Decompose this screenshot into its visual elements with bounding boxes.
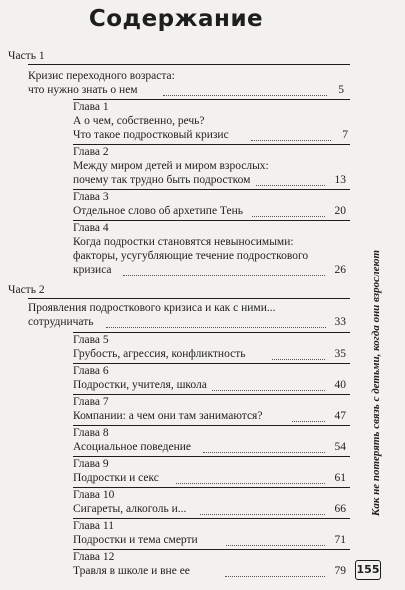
chapter-title-line: Когда подростки становятся невыносимыми: [73, 236, 294, 248]
divider [73, 487, 350, 488]
page-ref: 20 [334, 205, 346, 217]
running-title [361, 210, 391, 555]
chapter-label: Глава 6 [73, 365, 109, 377]
page-ref: 7 [342, 129, 348, 141]
leader-dots [251, 140, 331, 141]
chapter-title-line: Между миром детей и миром взрослых: [73, 160, 269, 172]
chapter-label: Глава 11 [73, 520, 114, 532]
chapter-label: Глава 12 [73, 551, 115, 563]
part-title-line: сотрудничать [28, 316, 94, 328]
divider [73, 189, 350, 190]
chapter-title-line: почему так трудно быть подростком [73, 174, 251, 186]
leader-dots [163, 95, 327, 96]
part-title-line: Проявления подросткового кризиса и как с ними... [28, 302, 276, 314]
page-ref: 35 [334, 348, 346, 360]
divider [73, 363, 350, 364]
chapter-title-line: Асоциальное поведение [73, 441, 191, 453]
leader-dots [123, 275, 325, 276]
chapter-title-line: Компании: а чем они там занимаются? [73, 410, 263, 422]
part-title-line: Кризис переходного возраста: [28, 70, 175, 82]
part-label: Часть 1 [8, 50, 45, 62]
chapter-title-line: Отдельное слово об архетипе Тень [73, 205, 244, 217]
page-ref: 71 [334, 534, 346, 546]
leader-dots [256, 185, 325, 186]
chapter-title-line: Травля в школе и вне ее [73, 565, 190, 577]
part-title-line: что нужно знать о нем [28, 84, 138, 96]
chapter-label: Глава 9 [73, 458, 109, 470]
divider [73, 456, 350, 457]
chapter-label: Глава 8 [73, 427, 109, 439]
divider [73, 99, 350, 100]
page-ref: 13 [334, 174, 346, 186]
chapter-title-line: А о чем, собственно, речь? [73, 115, 205, 127]
chapter-title-line: кризиса [73, 264, 112, 276]
chapter-title-line: Подростки и тема смерти [73, 534, 198, 546]
divider [28, 298, 350, 299]
page-ref: 54 [334, 441, 346, 453]
leader-dots [272, 359, 325, 360]
leader-dots [212, 390, 325, 391]
page-number: 155 [355, 560, 381, 580]
divider [73, 518, 350, 519]
page-ref: 40 [334, 379, 346, 391]
page-ref: 33 [334, 316, 346, 328]
page-ref: 79 [334, 565, 346, 577]
leader-dots [200, 514, 325, 515]
page-ref: 5 [338, 84, 344, 96]
leader-dots [252, 216, 325, 217]
leader-dots [226, 545, 325, 546]
leader-dots [176, 483, 325, 484]
chapter-label: Глава 1 [73, 101, 109, 113]
chapter-title-line: Подростки и секс [73, 472, 159, 484]
divider [73, 332, 350, 333]
divider [73, 549, 350, 550]
divider [73, 220, 350, 221]
chapter-label: Глава 4 [73, 222, 109, 234]
leader-dots [203, 452, 325, 453]
page-ref: 47 [334, 410, 346, 422]
chapter-label: Глава 7 [73, 396, 109, 408]
chapter-label: Глава 10 [73, 489, 115, 501]
leader-dots [106, 327, 326, 328]
chapter-title-line: Что такое подростковый кризис [73, 129, 229, 141]
part-label: Часть 2 [8, 284, 45, 296]
leader-dots [225, 576, 325, 577]
chapter-title-line: Подростки, учителя, школа [73, 379, 207, 391]
chapter-label: Глава 2 [73, 146, 109, 158]
page-ref: 26 [334, 264, 346, 276]
chapter-label: Глава 3 [73, 191, 109, 203]
divider [73, 144, 350, 145]
page-ref: 61 [334, 472, 346, 484]
chapter-title-line: факторы, усугубляющие течение подросткового [73, 250, 309, 262]
divider [28, 64, 350, 65]
chapter-label: Глава 5 [73, 334, 109, 346]
chapter-title-line: Сигареты, алкоголь и... [73, 503, 187, 515]
divider [73, 394, 350, 395]
page-ref: 66 [334, 503, 346, 515]
divider [73, 425, 350, 426]
leader-dots [292, 421, 325, 422]
running-title-text: Как не потерять связь с детьми, когда они взрослеют [370, 249, 382, 516]
chapter-title-line: Грубость, агрессия, конфликтность [73, 348, 246, 360]
page-title: Содержание [88, 6, 264, 32]
